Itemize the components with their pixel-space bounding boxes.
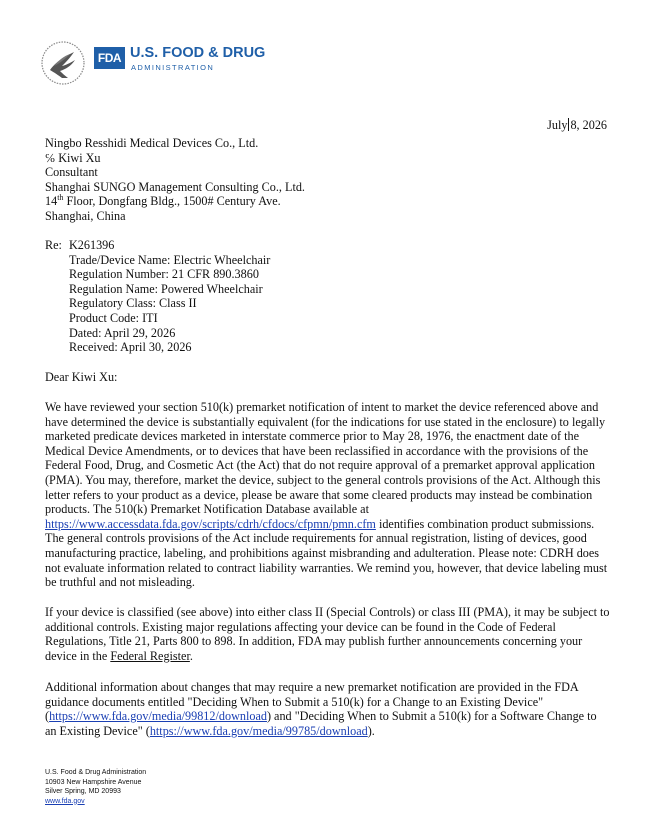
paragraph-additional-controls: If your device is classified (see above) into either class II (Special Controls) or class III (PMA), it may be subject to additional controls. Existing major regulations affecting your device can be found in the Code of Federal Regulations, Title 21, Parts 800 to 898. In addition, FDA may publish further announcements concerning your device in the Federal Register.: [45, 605, 610, 663]
recipient-street: 14th Floor, Dongfang Bldg., 1500# Century Ave.: [45, 193, 281, 209]
footer-address: [45, 768, 146, 806]
regulation-number: Regulation Number: 21 CFR 890.3860: [69, 267, 259, 282]
regulatory-class: Regulatory Class: Class II: [69, 296, 197, 311]
recipient-address: [45, 136, 305, 224]
trade-device-name: Trade/Device Name: Electric Wheelchair: [69, 252, 271, 267]
date-month: July: [547, 118, 568, 132]
k-number: K261396: [69, 238, 115, 252]
footer-street: 10903 New Hampshire Avenue: [45, 778, 142, 786]
salutation: Dear Kiwi Xu:: [45, 370, 118, 384]
federal-register-text: Federal Register: [110, 648, 190, 663]
recipient-care-of: ℅ Kiwi Xu: [45, 150, 101, 165]
letter-date: [547, 118, 607, 133]
date-rest: 8, 2026: [570, 118, 607, 132]
regulation-name: Regulation Name: Powered Wheelchair: [69, 281, 263, 296]
paragraph-guidance-documents: Additional information about changes that may require a new premarket notification are provided in the FDA guidance documents entitled "Deciding When to Submit a 510(k) for a Change to an Existing Device" (https://www.fda.gov/media/99812/download) and "Deciding When to Submit a 510(k) for a Software Change to an Existing Device" (https://www.fda.gov/media/99785/download).: [45, 680, 597, 738]
agency-subtitle: ADMINISTRATION: [131, 63, 215, 72]
recipient-city: Shanghai, China: [45, 208, 126, 223]
fda-abbrev-badge: FDA: [94, 47, 125, 69]
fda-logo: [40, 40, 266, 86]
product-code: Product Code: ITI: [69, 311, 158, 325]
consultant-company: Shanghai SUNGO Management Consulting Co., Ltd.: [45, 179, 305, 194]
dated: Dated: April 29, 2026: [69, 325, 176, 340]
guidance-link-device-change[interactable]: https://www.fda.gov/media/99812/download: [49, 709, 267, 724]
hhs-eagle-seal-icon: [40, 40, 86, 86]
re-label: Re:: [45, 238, 62, 252]
received: Received: April 30, 2026: [69, 340, 192, 355]
recipient-title: Consultant: [45, 165, 98, 180]
guidance-link-software-change[interactable]: https://www.fda.gov/media/99785/download: [149, 723, 368, 738]
recipient-company: Ningbo Resshidi Medical Devices Co., Ltd.: [45, 136, 259, 150]
paragraph-substantial-equivalence: We have reviewed your section 510(k) premarket notification of intent to market the device referenced above and have determined the device is substantially equivalent (for the indications for use stated in the enclosure) to legally marketed predicate devices marketed in interstate commerce prior to May 28, 1976, the enactment date of the Medical Device Amendments, or to devices that have been reclassified in accordance with the provisions of the Federal Food, Drug, and Cosmetic Act (the Act) that do not require approval of a premarket approval application (PMA). You may, therefore, market the device, subject to the general controls provisions of the Act. Although this letter refers to your product as a device, please be aware that some cleared products may instead be combination products. The 510(k) Premarket Notification Database available at https://www.accessdata.fda.gov/scripts/cdrh/cfdocs/cfpmn/pmn.cfm identifies combination product submissions. The general controls provisions of the Act include requirements for annual registration, listing of devices, good manufacturing practice, labeling, and prohibitions against misbranding and adulteration. Please note: CDRH does not evaluate information related to contract liability warranties. We remind you, however, that device labeling must be truthful and not misleading.: [45, 400, 608, 590]
re-line: [45, 238, 114, 253]
pmn-database-link[interactable]: https://www.accessdata.fda.gov/scripts/cdrh/cfdocs/cfpmn/pmn.cfm: [45, 516, 376, 531]
footer-agency: U.S. Food & Drug Administration: [45, 769, 147, 776]
footer-city: Silver Spring, MD 20993: [45, 788, 121, 795]
agency-name: U.S. FOOD & DRUG: [130, 45, 266, 61]
footer-website-link[interactable]: www.fda.gov: [45, 797, 85, 805]
